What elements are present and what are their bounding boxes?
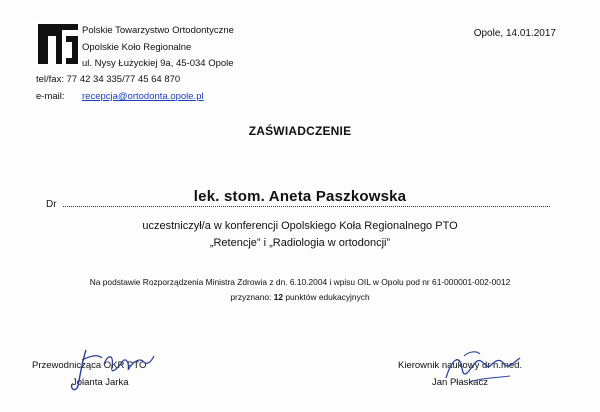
email-label: e-mail: (36, 91, 65, 102)
org-address: ul. Nysy Łużyckiej 9a, 45-034 Opole (82, 58, 234, 69)
place-date: Opole, 14.01.2017 (473, 28, 556, 39)
right-signatory-role: Kierownik naukowy dr n.med. (398, 360, 523, 371)
participation-text: uczestniczył/a w konferencji Opolskiego Koła Regionalnego PTO (142, 220, 458, 232)
left-signatory-role: Przewodnicząca OKR PTO (32, 360, 147, 371)
conference-title: „Retencje” i „Radiologia w ortodoncji” (209, 237, 391, 249)
points-suffix: punktów edukacyjnych (285, 292, 370, 302)
right-signatory-name: Jan Płaskacz (432, 377, 488, 388)
dr-prefix: Dr (46, 199, 57, 210)
left-signatory-name: Jolanta Jarka (72, 377, 129, 388)
org-branch: Opolskie Koło Regionalne (82, 42, 192, 53)
document-title: ZAŚWIADCZENIE (248, 124, 352, 138)
points-awarded (0, 292, 600, 302)
legal-basis: Na podstawie Rozporządzenia Ministra Zdrowia z dn. 6.10.2004 i wpisu OIL w Opolu pod nr 61-000001-002-0012 (89, 277, 511, 287)
points-prefix: przyznano: (230, 292, 272, 302)
points-value: 12 (273, 292, 284, 302)
recipient-name: lek. stom. Aneta Paszkowska (193, 188, 407, 205)
pto-logo-icon (36, 22, 80, 66)
org-phone: tel/fax: 77 42 34 335/77 45 64 870 (36, 74, 181, 85)
email-link[interactable]: recepcja@ortodonta.opole.pl (82, 91, 204, 102)
org-name: Polskie Towarzystwo Ortodontyczne (82, 25, 234, 36)
dotted-name-line (63, 206, 550, 207)
